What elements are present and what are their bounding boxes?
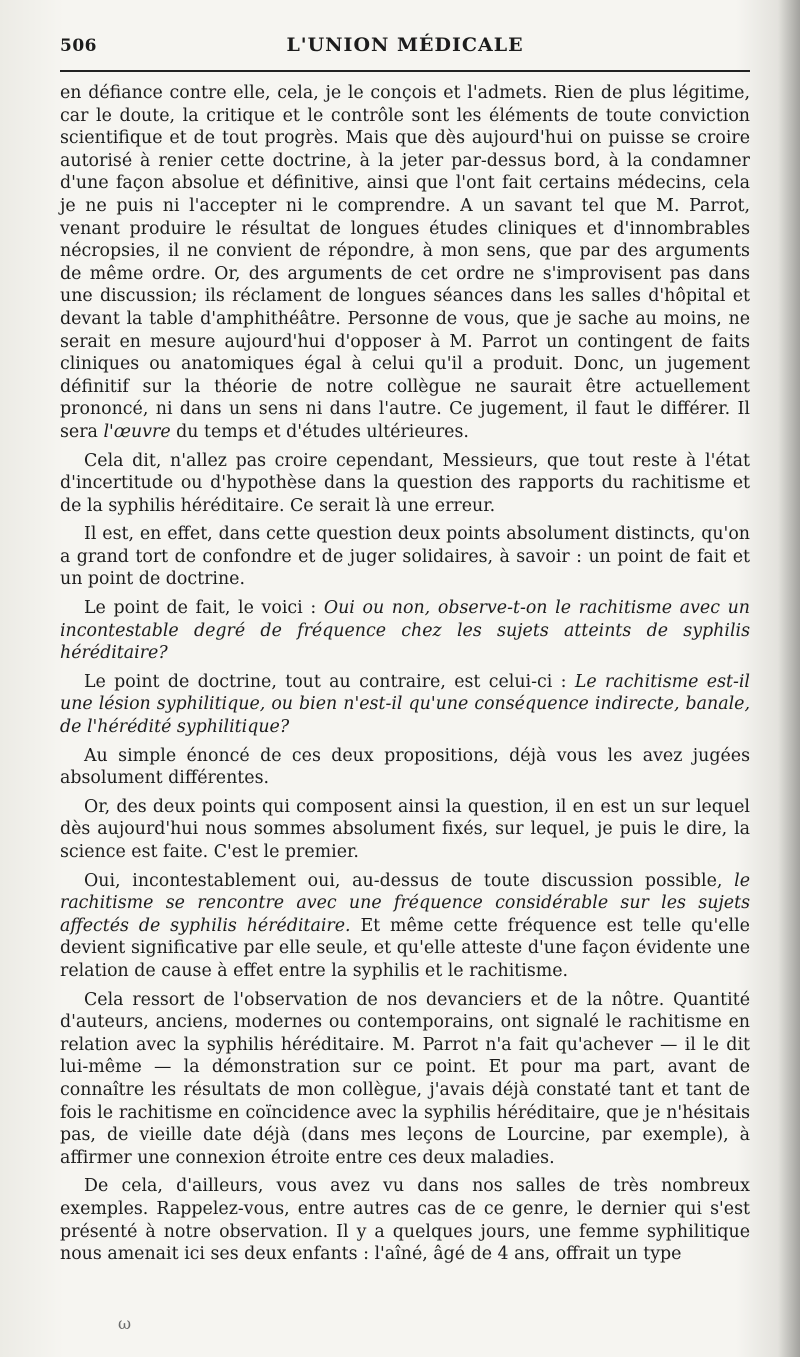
text-segment: du temps et d'études ultérieures. [170, 421, 469, 442]
italic-text: Le rachitisme est-il une lésion syphilitique, ou bien n'est-il qu'une conséquence indirecte, banale, de l'hérédité syphilitique? [60, 671, 750, 738]
text-segment: Cela dit, n'allez pas croire cependant, Messieurs, que tout reste à l'état d'incertitude ou d'hypothèse dans la question des rapports du rachitisme et de la syphilis héréditaire. Ce serait là une erreur. [60, 450, 750, 516]
text-segment: De cela, d'ailleurs, vous avez vu dans nos salles de très nombreux exemples. Rappelez-vous, entre autres cas de ce genre, le dernier qui s'est présenté à notre observation. Il y a quelques jours, une femme syphilitique nous amenait ici ses deux enfants : l'aîné, âgé de 4 ans, offrait un type [60, 1176, 750, 1265]
header-rule [60, 70, 750, 72]
paragraph [60, 870, 750, 983]
paragraph [60, 597, 750, 665]
italic-text: Oui ou non, observe-t-on le rachitisme avec un incontestable degré de fréquence chez les sujets atteints de syphilis héréditaire? [60, 598, 750, 664]
running-title: L'UNION MÉDICALE [286, 34, 524, 56]
text-segment: Et même cette fréquence est telle qu'elle devient significative par elle seule, et qu'elle atteste d'une façon évidente une relation de cause à effet entre la syphilis et le rachitisme. [60, 915, 750, 981]
text-segment: Cela ressort de l'observation de nos devanciers et de la nôtre. Quantité d'auteurs, anciens, modernes ou contemporains, ont signalé le rachitisme en relation avec la syphilis héréditaire. M. Parrot n'a fait qu'achever — il le dit lui-même — la démonstration sur ce point. Et pour ma part, avant de connaître les résultats de mon collègue, j'avais déjà constaté tant et tant de fois le rachitisme en coïncidence avec la syphilis héréditaire, que je n'hésitais pas, de vieille date déjà (dans mes leçons de Lourcine, par exemple), à affirmer une connexion étroite entre ces deux maladies. [60, 989, 750, 1168]
page-header [60, 30, 750, 66]
text-segment: Le point de fait, le voici : [84, 598, 324, 619]
paragraph [60, 82, 750, 444]
italic-text: l'œuvre [103, 421, 171, 442]
text-segment: en défiance contre elle, cela, je le conçois et l'admets. Rien de plus légitime, car le doute, la critique et le contrôle sont les éléments de toute conviction scientifique et de tout progrès. Mais que dès aujourd'hui on puisse se croire autorisé à renier cette doctrine, à la jeter par-dessus bord, à la condamner d'une façon absolue et définitive, ainsi que l'ont fait certains médecins, cela je ne puis ni l'accepter ni le comprendre. A un savant tel que M. Parrot, venant produire le résultat de longues études cliniques et d'innombrables nécropsies, il ne convient de répondre, à mon sens, que par des arguments de même ordre. Or, des arguments de cet ordre ne s'improvisent pas dans une discussion; ils réclament de longues séances dans les salles d'hôpital et devant la table d'amphithéâtre. Personne de vous, que je sache au moins, ne serait en mesure aujourd'hui d'opposer à M. Parrot un contingent de faits cliniques ou anatomiques égal à celui qu'il a produit. Donc, un jugement définitif sur la théorie de notre collègue ne saurait être actuellement prononcé, ni dans un sens ni dans l'autre. Ce jugement, il faut le différer. Il sera [60, 83, 750, 442]
paragraph [60, 796, 750, 864]
italic-text: le rachitisme se rencontre avec une fréquence considérable sur les sujets affectés de syphilis héréditaire. [60, 870, 750, 936]
text-segment: Au simple énoncé de ces deux propositions, déjà vous les avez jugées absolument différentes. [60, 745, 750, 789]
paragraph [60, 1175, 750, 1265]
page-edge-shadow [778, 0, 800, 1357]
body-text [60, 82, 750, 1272]
text-segment: Il est, en effet, dans cette question deux points absolument distincts, qu'on a grand tort de confondre et de juger solidaires, à savoir : un point de fait et un point de doctrine. [60, 524, 750, 590]
text-segment: Or, des deux points qui composent ainsi la question, il en est un sur lequel dès aujourd'hui nous sommes absolument fixés, sur lequel, je puis le dire, la science est faite. C'est le premier. [60, 796, 750, 862]
paragraph [60, 671, 750, 739]
paragraph [60, 989, 750, 1170]
text-segment: Oui, incontestablement oui, au-dessus de toute discussion possible, [84, 870, 735, 891]
paragraph [60, 523, 750, 591]
paragraph [60, 450, 750, 518]
paragraph [60, 745, 750, 790]
text-segment: Le point de doctrine, tout au contraire, est celui-ci : [84, 671, 575, 692]
footer-mark: ω [118, 1314, 132, 1333]
page-number: 506 [60, 36, 97, 56]
